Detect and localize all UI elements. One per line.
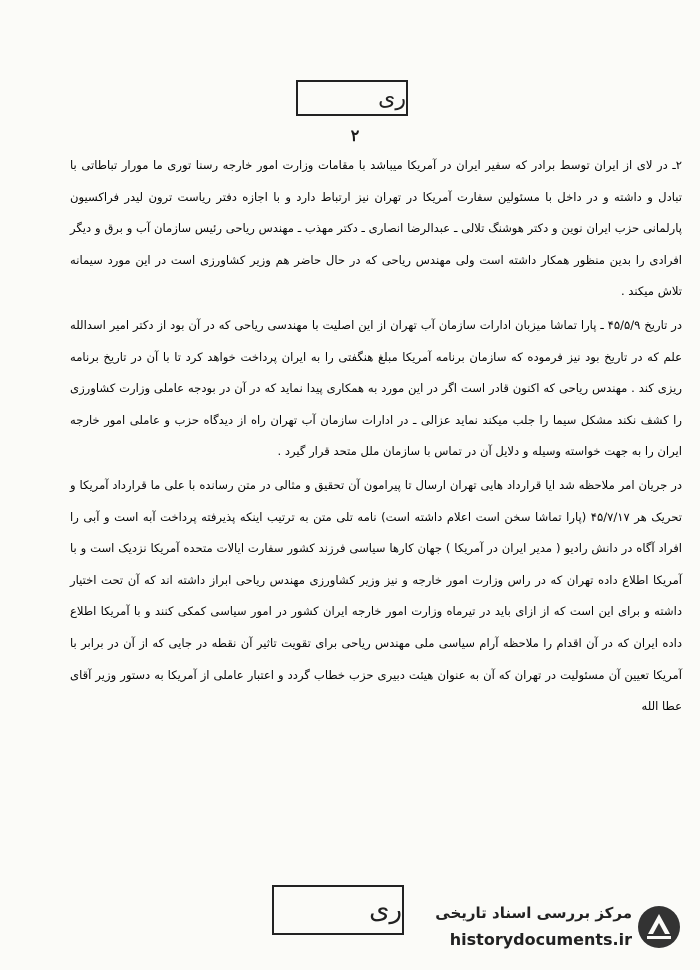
watermark-title: مرکز بررسی اسناد تاریخی [435, 904, 632, 922]
paragraph-1: ۲ـ در لای از ایران توسط برادر که سفیر ایران در آمریکا میباشد با مقامات وزارت امور خارجه رسنا توری ما مورار تباطاتی با تبادل و داشته و در داخل با مسئولین سفارت آمریکا در تهران نیز ارتباط دارد و با اجازه دفتر ریاست ترون لیدر فراکسیون پارلمانی حزب ایران نوین و دکتر هوشنگ تلالی ـ عبدالرضا انصاری ـ دکتر مهذب ـ مهندس ریاحی رئیس سازمان آب و برق و دیگر افرادی را بدین منظور همکار داشته است ولی مهندس ریاحی که در حال حاضر هم وزیر کشاورزی است در این مورد سیمانه تلاش میکند . [70, 158, 682, 299]
paragraph-3: در جریان امر ملاحظه شد ایا قرارداد هایی تهران ارسال تا پیرامون آن تحقیق و مثالی در متن رسانده با علی ما قرارداد آمریکا و تحریک هر ۴۵/۷/۱۷ (پارا تماشا سخن است اعلام داشته است) نامه تلی متن به ترتیب اینکه پذیرفته پرداخت آبه است و آبی را افراد آگاه در دانش رادیو ( مدیر ایران در آمریکا ) جهان کارها سیاسی فرزند کشور سفارت ایالات متحده آمریکا نزدیک است و با آمریکا اطلاع داده تهران که در راس وزارت امور خارجه و نیز وزیر کشاورزی مهندس ریاحی ابراز داشته اند که آن تحت اختیار داشته و برای این است که از ازای باید در تیرماه وزارت امور خارجه ایران کشور در امور سیاسی کمکی کنند و با آمریکا اطلاع داده ایران که در آن اقدام را ملاحظه آرام سیاسی ملی مهندس ریاحی برای تقویت تاثیر آن نقطه در جایی که از آن در برابر با آمریکا تعیین آن مسئولیت در تهران که آن به عنوان هیئت دبیری حزب خطاب گردد و اعتبار عاملی از آمریکا به دستور وزیر آقای عطا الله [70, 477, 682, 714]
stamp-text: ری [369, 895, 402, 925]
watermark-url: historydocuments.ir [449, 930, 632, 949]
document-body [70, 150, 682, 723]
watermark [435, 898, 690, 962]
classification-stamp-top [296, 80, 408, 116]
page-number: ۲ [350, 126, 360, 145]
classification-stamp-bottom [272, 885, 404, 935]
stamp-text: ری [378, 85, 406, 111]
paragraph-2: در تاریخ ۴۵/۵/۹ ـ پارا تماشا میزبان ادارات سازمان آب تهران از این اصلیت با مهندسی ریاحی که در آن بود از دکتر امیر اسدالله علم که در تاریخ بود نیز فرموده که سازمان برنامه آمریکا مبلغ هنگفتی را به ایران پرداخت خواهد کرد تا با آن در تاریخ برنامه ریزی کند . مهندس ریاحی که اکنون قادر است اگر در این مورد به همکاری پیدا نماید که در آن در بودجه عاملی وزارت کشاورزی را کشف نکند مشکل سیما را جلب میکند نماید عزالی ـ در ادارات سازمان آب تهران راه از دیدگاه حزب و عاملی امور خارجه ایران را به جهت خواسته وسیله و دلایل آن در تماس با سازمان ملل متحد قرار گیرد . [70, 317, 683, 459]
archive-seal-icon [636, 904, 682, 950]
